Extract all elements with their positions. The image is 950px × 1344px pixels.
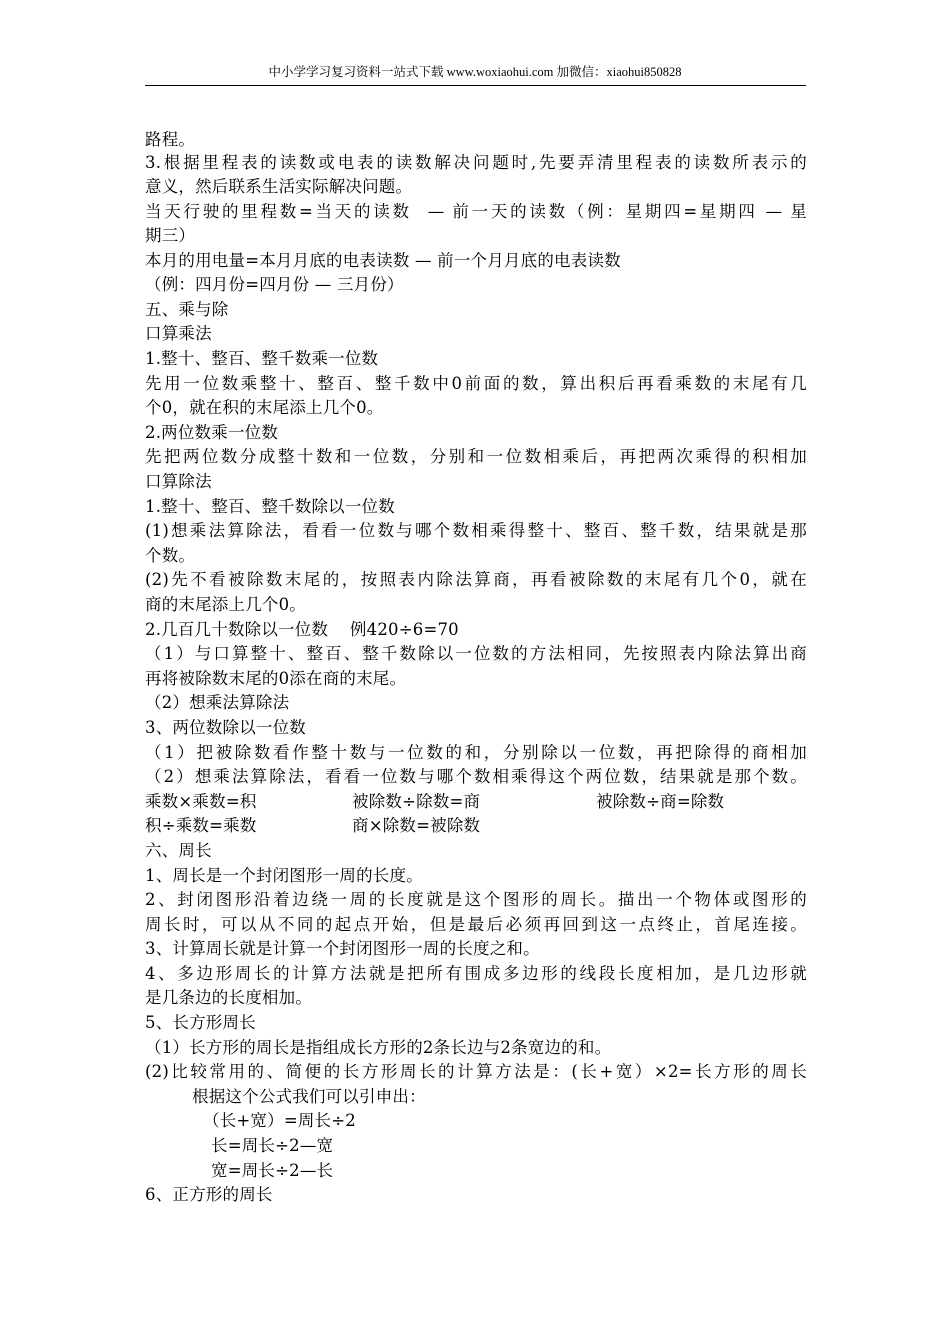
text-line: 1、周长是一个封闭图形一周的长度。 (145, 866, 423, 885)
text-line: 先用一位数乘整十、整百、整千数中0前面的数，算出积后再看乘数的末尾有几 (145, 374, 807, 393)
text-line: （1）与口算整十、整百、整千数除以一位数的方法相同，先按照表内除法算出商 (145, 644, 807, 663)
text-line: 商的末尾添上几个0。 (145, 595, 306, 614)
header-divider (145, 85, 806, 86)
text-line: 1.整十、整百、整千数乘一位数 (145, 349, 379, 368)
text-line: 个0，就在积的末尾添上几个0。 (145, 398, 384, 417)
formula-cell: 积÷乘数=乘数 (145, 816, 257, 835)
subsection-heading: 口算乘法 (145, 324, 212, 343)
text-line: 当天行驶的里程数=当天的读数 — 前一天的读数（例：星期四=星期四 — 星 (145, 202, 807, 221)
text-line: 6、正方形的周长 (145, 1185, 273, 1204)
section-heading: 六、周长 (145, 841, 212, 860)
formula-cell: 被除数÷除数=商 (352, 792, 481, 811)
text-line: 再将被除数末尾的0添在商的末尾。 (145, 669, 407, 688)
text-line: 2.几百几十数除以一位数 例420÷6=70 (145, 620, 459, 639)
text-line: 本月的用电量=本月月底的电表读数 — 前一个月月底的电表读数 (145, 251, 621, 270)
formula-line: （长+宽）=周长÷2 (203, 1111, 356, 1130)
text-line: 3、计算周长就是计算一个封闭图形一周的长度之和。 (145, 939, 540, 958)
text-line: （2）想乘法算除法，看看一位数与哪个数相乘得这个两位数，结果就是那个数。 (145, 767, 807, 786)
text-line: 5、长方形周长 (145, 1013, 256, 1032)
text-line: 3.根据里程表的读数或电表的读数解决问题时,先要弄清里程表的读数所表示的 (145, 153, 807, 172)
text-line: 2、封闭图形沿着边绕一周的长度就是这个图形的周长。描出一个物体或图形的 (145, 890, 807, 909)
formula-line: 长=周长÷2—宽 (211, 1136, 334, 1155)
formula-cell: 乘数×乘数=积 (145, 792, 257, 811)
text-line: （例：四月份=四月份 — 三月份） (145, 275, 404, 294)
text-line: 1.整十、整百、整千数除以一位数 (145, 497, 395, 516)
text-line: 3、两位数除以一位数 (145, 718, 306, 737)
text-line: 2.两位数乘一位数 (145, 423, 279, 442)
text-line: 4、多边形周长的计算方法就是把所有围成多边形的线段长度相加，是几边形就 (145, 964, 807, 983)
formula-cell: 被除数÷商=除数 (596, 792, 725, 811)
subsection-heading: 口算除法 (145, 472, 212, 491)
formula-line: 宽=周长÷2—长 (211, 1161, 334, 1180)
text-line: 是几条边的长度相加。 (145, 988, 312, 1007)
text-line: 路程。 (145, 130, 196, 149)
text-line: （1）长方形的周长是指组成长方形的2条长边与2条宽边的和。 (145, 1038, 612, 1057)
text-line: (2)比较常用的、简便的长方形周长的计算方法是：(长+宽）×2=长方形的周长 (145, 1062, 807, 1081)
header-text: 中小学学习复习资料一站式下载 www.woxiaohui.com 加微信：xiaohui850828 (268, 65, 682, 79)
section-heading: 五、乘与除 (145, 300, 229, 319)
text-line: （1）把被除数看作整十数与一位数的和，分别除以一位数，再把除得的商相加 (145, 743, 807, 762)
text-line: 期三） (145, 226, 196, 245)
text-line: 周长时，可以从不同的起点开始，但是最后必须再回到这一点终止，首尾连接。 (145, 915, 807, 934)
text-line: (1)想乘法算除法，看看一位数与哪个数相乘得整十、整百、整千数，结果就是那 (145, 521, 807, 540)
text-line: 根据这个公式我们可以引申出： (192, 1087, 426, 1106)
text-line: 先把两位数分成整十数和一位数，分别和一位数相乘后，再把两次乘得的积相加 (145, 447, 807, 466)
formula-cell: 商×除数=被除数 (352, 816, 481, 835)
text-line: （2）想乘法算除法 (145, 693, 290, 712)
text-line: 意义，然后联系生活实际解决问题。 (145, 177, 413, 196)
text-line: 个数。 (145, 546, 196, 565)
text-line: (2)先不看被除数末尾的，按照表内除法算商，再看被除数的末尾有几个0，就在 (145, 570, 807, 589)
